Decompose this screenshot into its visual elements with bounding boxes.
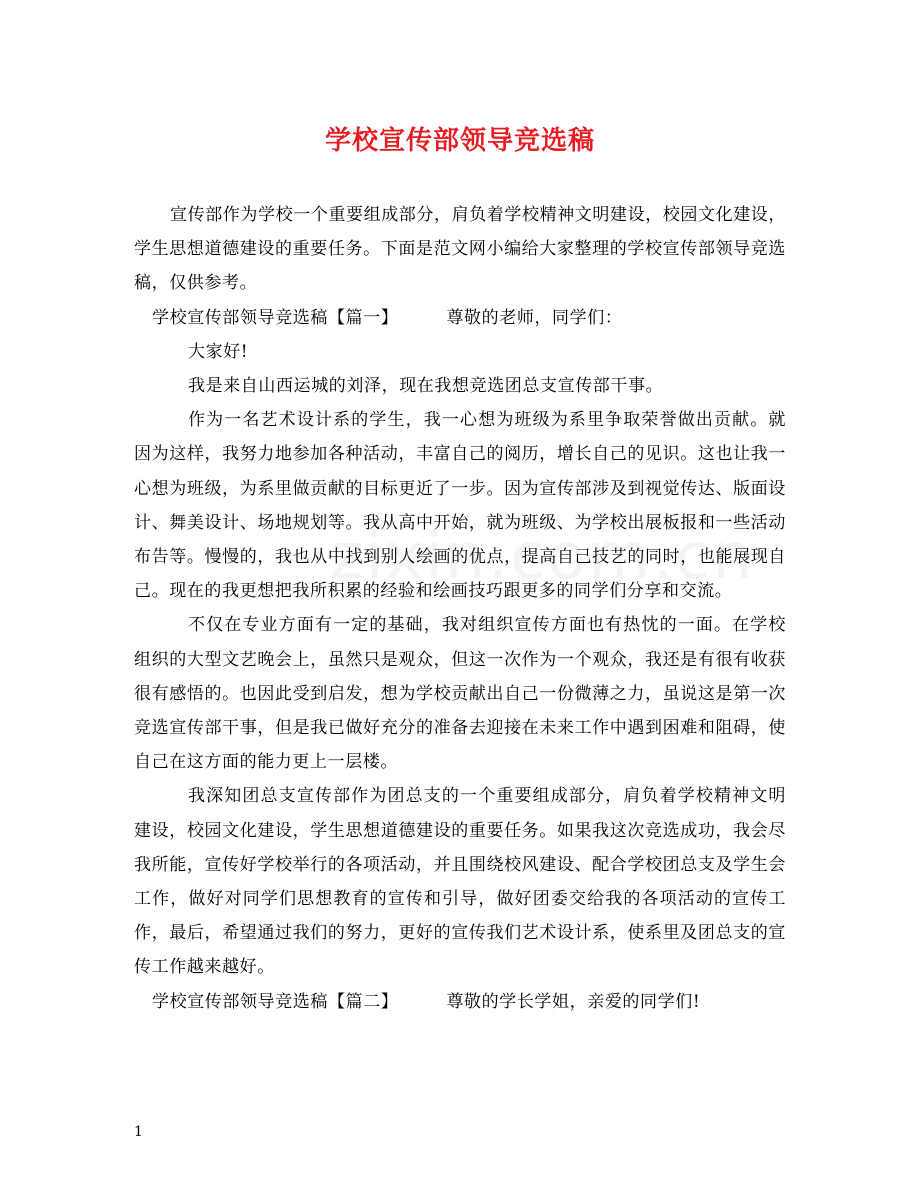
paragraph-3: 不仅在专业方面有一定的基础，我对组织宣传方面也有热忱的一面。在学校组织的大型文艺晚会上，虽然只是观众，但这一次作为一个观众，我还是有很有收获很有感悟的。也因此受到启发，想为学校贡献出自己一份微薄之力，虽说这是第一次竞选宣传部干事，但是我已做好充分的准备去迎接在未来工作中遇到困难和阻碍，使自己在这方面的能力更上一层楼。 [134,615,786,773]
document-title: 学校宣传部领导竞选稿 [324,126,595,156]
greeting-paragraph: 大家好! [188,341,249,362]
paragraph-1: 我是来自山西运城的刘泽，现在我想竞选团总支宣传部干事。 [188,376,664,397]
intro-paragraph: 宣传部作为学校一个重要组成部分，肩负着学校精神文明建设，校园文化建设，学生思想道德建设的重要任务。下面是范文网小编给大家整理的学校宣传部领导竞选稿，仅供参考。 [134,205,786,294]
document-body [134,198,786,1019]
paragraph-2: 作为一名艺术设计系的学生，我一心想为班级为系里争取荣誉做出贡献。就因为这样，我努力地参加各种活动，丰富自己的阅历，增长自己的见识。这也让我一心想为班级，为系里做贡献的目标更近了一步。因为宣传部涉及到视觉传达、版面设计、舞美设计、场地规划等。我从高中开始，就为班级、为学校出展板报和一些活动布告等。慢慢的，我也从中找到别人绘画的优点，提高自己技艺的同时，也能展现自己。现在的我更想把我所积累的经验和绘画技巧跟更多的同学们分享和交流。 [134,410,786,602]
part1-salutation: 尊敬的老师，同学们： [446,307,623,328]
paragraph-4: 我深知团总支宣传部作为团总支的一个重要组成部分，肩负着学校精神文明建设，校园文化建设，学生思想道德建设的重要任务。如果我这次竞选成功，我会尽我所能，宣传好学校举行的各项活动，并且围绕校风建设、配合学校团总支及学生会工作，做好对同学们思想教育的宣传和引导，做好团委交给我的各项活动的宣传工作，最后，希望通过我们的努力，更好的宣传我们艺术设计系，使系里及团总支的宣传工作越来越好。 [134,786,786,978]
part2-heading: 学校宣传部领导竞选稿【篇二】 [152,991,399,1012]
part2-heading-line [134,985,786,1019]
page-number: 1 [134,1124,143,1140]
part2-salutation: 尊敬的学长学姐，亲爱的同学们! [446,991,701,1012]
part1-heading: 学校宣传部领导竞选稿【篇一】 [152,307,399,328]
part1-heading-line [134,301,786,335]
